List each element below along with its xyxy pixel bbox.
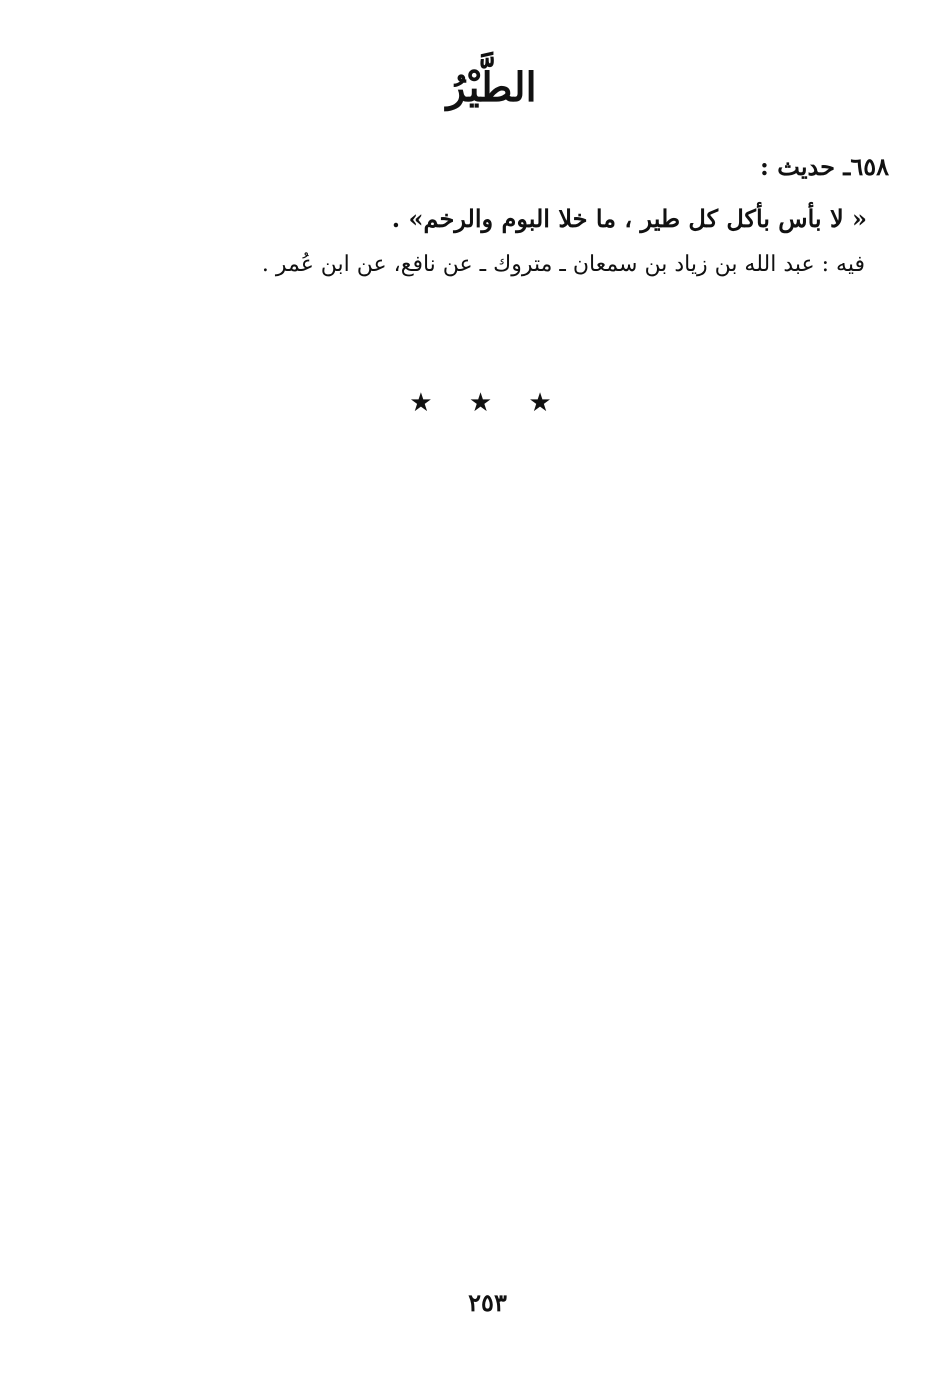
hadith-text: « لا بأس بأكل كل طير ، ما خلا البوم والرخم» . bbox=[391, 204, 867, 233]
chapter-title: الطَّيْرُ bbox=[446, 64, 537, 111]
page-number: ٢٥٣ bbox=[468, 1288, 507, 1317]
hadith-note: فيه : عبد الله بن زياد بن سمعان ـ متروك ـ عن نافع، عن ابن عُمر . bbox=[261, 252, 865, 277]
section-separator: ★ ★ ★ bbox=[409, 388, 566, 418]
hadith-heading: ٦٥٨ـ حديث : bbox=[760, 152, 889, 181]
